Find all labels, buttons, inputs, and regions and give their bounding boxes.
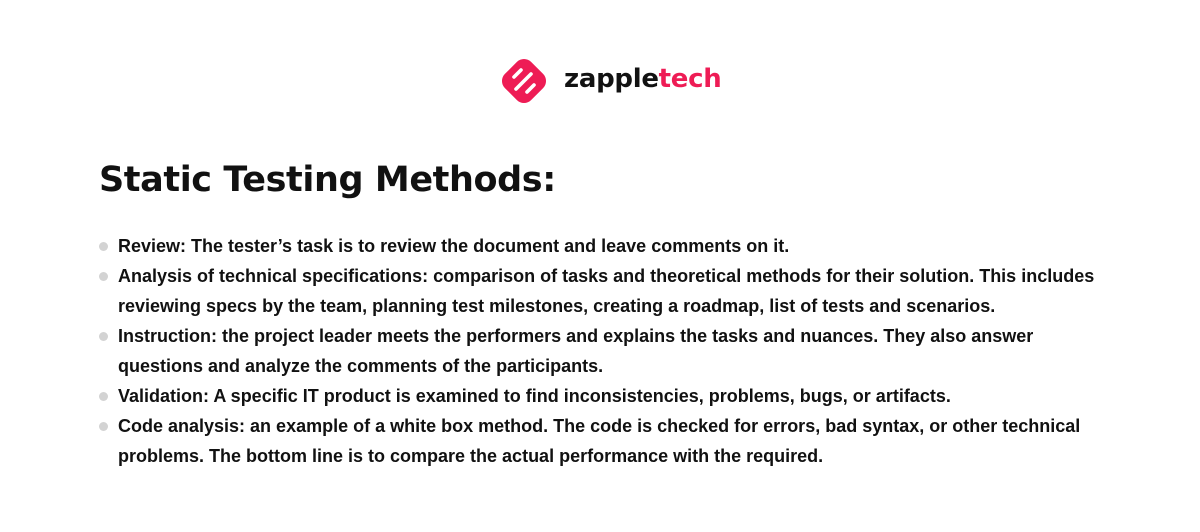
bullet-icon xyxy=(99,242,108,251)
item-text: an example of a white box method. The code is checked for errors, bad syntax, or other technical problems. The bottom line is to compare the actual performance with the required. xyxy=(118,416,1081,466)
item-title: Review: xyxy=(118,236,187,256)
list-item xyxy=(99,231,1119,261)
bullet-icon xyxy=(99,332,108,341)
brand-name-part1: zapple xyxy=(564,64,659,94)
bullet-icon xyxy=(99,272,108,281)
list-item xyxy=(99,411,1119,471)
list-item xyxy=(99,381,1119,411)
item-title: Validation: xyxy=(118,386,210,406)
bullet-icon xyxy=(99,392,108,401)
page-title: Static Testing Methods: xyxy=(99,160,556,200)
zappletech-logo-icon xyxy=(498,55,550,107)
list-item xyxy=(99,261,1119,321)
brand-name-part2: tech xyxy=(658,64,722,94)
brand-logo[interactable] xyxy=(498,55,721,107)
item-text: The tester’s task is to review the document and leave comments on it. xyxy=(186,236,790,256)
item-title: Instruction: xyxy=(118,326,217,346)
bullet-icon xyxy=(99,422,108,431)
list-item xyxy=(99,321,1119,381)
brand-name xyxy=(564,66,721,92)
item-title: Analysis of technical specifications: xyxy=(118,266,429,286)
item-text: A specific IT product is examined to find inconsistencies, problems, bugs, or artifacts. xyxy=(209,386,951,406)
item-text: comparison of tasks and theoretical methods for their solution. This includes reviewing specs by the team, planning test milestones, creating a roadmap, list of tests and scenarios. xyxy=(118,266,1095,316)
methods-list xyxy=(99,231,1119,471)
item-title: Code analysis: xyxy=(118,416,246,436)
item-text: the project leader meets the performers and explains the tasks and nuances. They also answer questions and analyze the comments of the participants. xyxy=(118,326,1034,376)
